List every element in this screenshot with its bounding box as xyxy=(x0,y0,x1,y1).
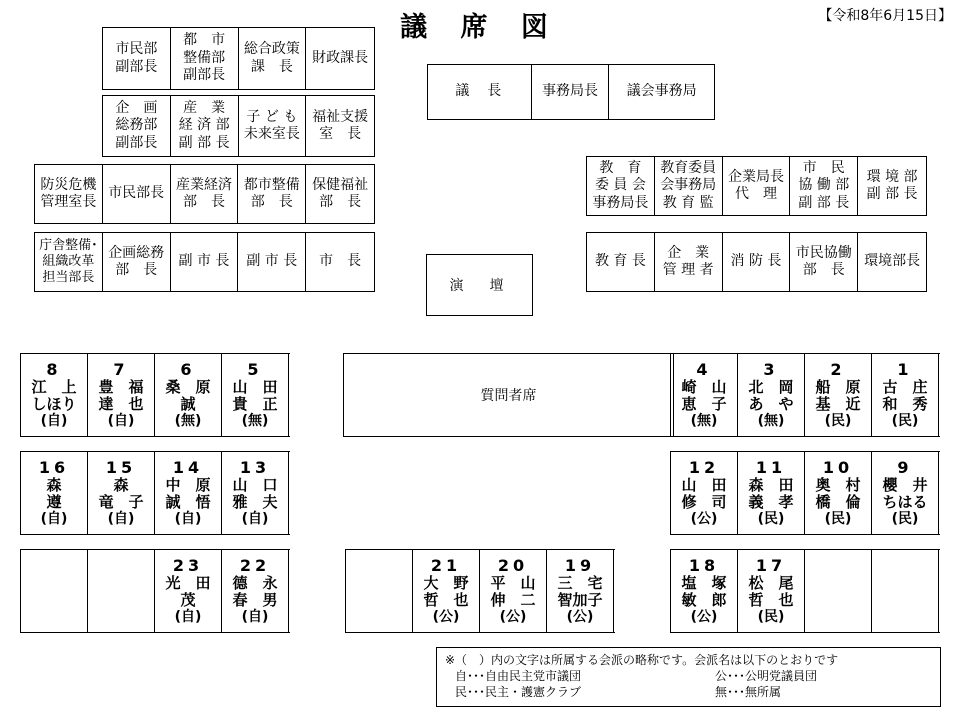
member-name: 奥 村 橋 倫 xyxy=(815,475,861,512)
member-name: 江 上 しほり xyxy=(31,377,77,414)
seat-number: 5 xyxy=(247,359,263,379)
member-seat xyxy=(222,550,289,632)
member-seat xyxy=(346,550,413,632)
member-party: (無) xyxy=(690,413,718,430)
note-ldp: 自･･･自由民主党市議団 xyxy=(455,669,582,683)
member-seat xyxy=(671,550,738,632)
member-seat xyxy=(222,354,289,436)
right-row-2 xyxy=(586,232,927,292)
member-name: 平 山 伸 二 xyxy=(490,573,536,610)
member-party: (公) xyxy=(690,511,718,528)
seat-number: 17 xyxy=(755,555,787,575)
staff-seat: 市 民 協 働 部 副 部 長 xyxy=(790,157,858,215)
member-seat xyxy=(872,550,939,632)
seat-number: 19 xyxy=(564,555,596,575)
note-independent: 無･･･無所属 xyxy=(715,685,782,699)
seat-number: 2 xyxy=(830,359,846,379)
seat-number: 13 xyxy=(239,457,271,477)
member-seat xyxy=(671,354,738,436)
member-seat xyxy=(88,452,155,534)
staff-seat: 産業経済 部 長 xyxy=(171,165,239,223)
seat-number: 1 xyxy=(897,359,913,379)
seats-mid-3 xyxy=(345,549,615,633)
date-label: 【令和8年6月15日】 xyxy=(818,8,952,24)
member-party: (自) xyxy=(40,511,68,528)
member-party: (自) xyxy=(174,511,202,528)
staff-seat: 防災危機 管理室長 xyxy=(35,165,103,223)
member-seat xyxy=(88,354,155,436)
member-party: (自) xyxy=(40,413,68,430)
seats-right-3 xyxy=(670,549,940,633)
seat-number: 3 xyxy=(763,359,779,379)
note-line-1: ※（ ）内の文字は所属する会派の略称です。会派名は以下のとおりです xyxy=(445,653,839,667)
staff-seat: 教 育 委 員 会 事務局長 xyxy=(587,157,655,215)
staff-seat: 教育委員 会事務局 教 育 監 xyxy=(655,157,723,215)
seats-right-2 xyxy=(670,451,940,535)
member-seat xyxy=(155,550,222,632)
staff-seat: 市民協働 部 長 xyxy=(790,233,858,291)
staff-seat: 総合政策 課 長 xyxy=(239,28,307,89)
member-seat xyxy=(155,452,222,534)
member-party: (民) xyxy=(757,511,785,528)
secretary-general-seat: 事務局長 xyxy=(532,65,610,119)
party-note xyxy=(436,647,941,707)
member-seat xyxy=(872,452,939,534)
member-party: (民) xyxy=(891,413,919,430)
member-party: (公) xyxy=(690,609,718,626)
staff-seat: 福祉支援 室 長 xyxy=(306,96,375,156)
member-party: (民) xyxy=(824,511,852,528)
member-name: 船 原 基 近 xyxy=(815,377,861,414)
seat-number: 6 xyxy=(180,359,196,379)
seat-number: 16 xyxy=(38,457,70,477)
seat-number: 10 xyxy=(822,457,854,477)
staff-seat: 企画総務 部 長 xyxy=(103,233,171,291)
member-party: (民) xyxy=(891,511,919,528)
member-party: (自) xyxy=(174,609,202,626)
staff-seat: 企業局長 代 理 xyxy=(723,157,791,215)
staff-seat: 教 育 長 xyxy=(587,233,655,291)
member-party: (自) xyxy=(241,511,269,528)
member-party: (無) xyxy=(757,413,785,430)
seat-number: 12 xyxy=(688,457,720,477)
member-seat xyxy=(21,354,88,436)
member-seat xyxy=(805,452,872,534)
member-name: 松 尾 哲 也 xyxy=(748,573,794,610)
member-name: 山 田 貴 正 xyxy=(232,377,278,414)
seat-number: 7 xyxy=(113,359,129,379)
member-seat xyxy=(413,550,480,632)
staff-seat: 企 業 管 理 者 xyxy=(655,233,723,291)
member-seat xyxy=(21,452,88,534)
staff-seat: 子 ど も 未来室長 xyxy=(239,96,307,156)
member-seat xyxy=(805,550,872,632)
member-name: 德 永 春 男 xyxy=(232,573,278,610)
member-name: 山 口 雅 夫 xyxy=(232,475,278,512)
seats-right-1 xyxy=(670,353,940,437)
member-party: (自) xyxy=(107,511,135,528)
staff-seat: 副 市 長 xyxy=(171,233,239,291)
member-name: 崎 山 恵 子 xyxy=(681,377,727,414)
seat-number: 18 xyxy=(688,555,720,575)
member-name: 中 原 誠 悟 xyxy=(165,475,211,512)
staff-seat: 市民部 副部長 xyxy=(103,28,171,89)
member-party: (公) xyxy=(432,609,460,626)
seat-number: 15 xyxy=(105,457,137,477)
staff-seat: 副 市 長 xyxy=(238,233,306,291)
seats-left-3 xyxy=(20,549,290,633)
chair-seat: 議 長 xyxy=(428,65,532,119)
member-name: 森 遵 xyxy=(46,475,62,512)
member-name: 森 田 義 孝 xyxy=(748,475,794,512)
member-seat xyxy=(738,452,805,534)
member-party: (民) xyxy=(757,609,785,626)
member-seat xyxy=(480,550,547,632)
staff-seat: 財政課長 xyxy=(306,28,375,89)
seat-number: 22 xyxy=(239,555,271,575)
member-name: 大 野 哲 也 xyxy=(423,573,469,610)
member-seat xyxy=(671,452,738,534)
member-party: (無) xyxy=(174,413,202,430)
assembly-secretariat-seat: 議会事務局 xyxy=(609,65,715,119)
member-seat xyxy=(738,354,805,436)
member-seat xyxy=(21,550,88,632)
member-seat xyxy=(88,550,155,632)
staff-seat: 産 業 経 済 部 副 部 長 xyxy=(171,96,239,156)
member-seat xyxy=(547,550,614,632)
left-row-2 xyxy=(102,95,375,157)
staff-seat: 消 防 長 xyxy=(723,233,791,291)
member-name: 三 宅 智加子 xyxy=(557,573,603,610)
seat-number: 8 xyxy=(46,359,62,379)
member-name: 塩 塚 敏 郎 xyxy=(681,573,727,610)
seat-number: 11 xyxy=(755,457,787,477)
podium: 演 壇 xyxy=(426,254,533,316)
staff-seat: 都市整備 部 長 xyxy=(238,165,306,223)
seats-left-1 xyxy=(20,353,290,437)
member-party: (自) xyxy=(107,413,135,430)
left-row-1 xyxy=(102,27,375,90)
member-party: (民) xyxy=(824,413,852,430)
staff-seat: 市 長 xyxy=(306,233,375,291)
right-row-1 xyxy=(586,156,927,216)
member-name: 光 田 茂 xyxy=(165,573,211,610)
member-name: 櫻 井 ちはる xyxy=(882,475,928,512)
member-name: 豊 福 達 也 xyxy=(98,377,144,414)
member-seat xyxy=(155,354,222,436)
staff-seat: 保健福祉 部 長 xyxy=(306,165,375,223)
member-party: (公) xyxy=(499,609,527,626)
questioner-seat: 質問者席 xyxy=(343,353,674,437)
seat-number: 23 xyxy=(172,555,204,575)
member-seat xyxy=(222,452,289,534)
member-party: (無) xyxy=(241,413,269,430)
member-seat xyxy=(805,354,872,436)
note-komeito: 公･･･公明党議員団 xyxy=(715,669,818,683)
note-minshu: 民･･･民主・護憲クラブ xyxy=(455,685,582,699)
member-seat xyxy=(872,354,939,436)
member-name: 森 竜 子 xyxy=(98,475,144,512)
member-name: 北 岡 あ や xyxy=(748,377,794,414)
staff-seat: 庁舎整備･ 組織改革 担当部長 xyxy=(35,233,103,291)
member-party: (公) xyxy=(566,609,594,626)
staff-seat: 市民部長 xyxy=(103,165,171,223)
member-name: 桑 原 誠 xyxy=(165,377,211,414)
staff-seat: 環境部長 xyxy=(858,233,927,291)
staff-seat: 都 市 整備部 副部長 xyxy=(171,28,239,89)
staff-seat: 企 画 総務部 副部長 xyxy=(103,96,171,156)
staff-seat: 環 境 部 副 部 長 xyxy=(858,157,927,215)
left-row-4 xyxy=(34,232,375,292)
member-seat xyxy=(738,550,805,632)
seat-number: 21 xyxy=(430,555,462,575)
member-name: 山 田 修 司 xyxy=(681,475,727,512)
seats-left-2 xyxy=(20,451,290,535)
seat-number: 14 xyxy=(172,457,204,477)
chair-group xyxy=(427,64,715,120)
member-party: (自) xyxy=(241,609,269,626)
seat-number: 9 xyxy=(897,457,913,477)
seat-number: 4 xyxy=(696,359,712,379)
member-name: 古 庄 和 秀 xyxy=(882,377,928,414)
page-title: 議 席 図 xyxy=(400,12,560,43)
left-row-3 xyxy=(34,164,375,224)
seat-number: 20 xyxy=(497,555,529,575)
